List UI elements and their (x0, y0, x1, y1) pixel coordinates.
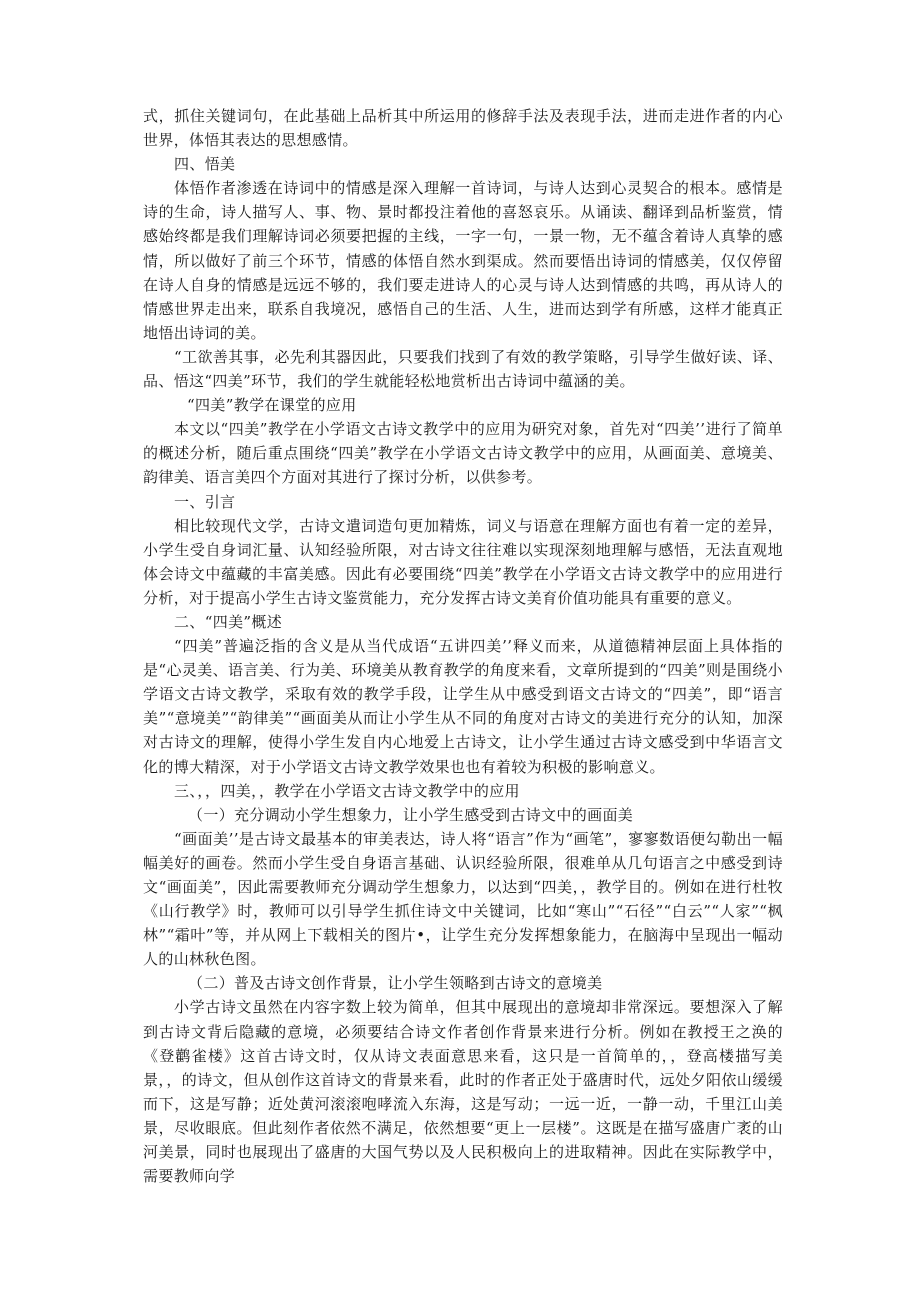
paragraph: 式，抓住关键词句，在此基础上品析其中所运用的修辞手法及表现手法，进而走进作者的内心世界，体悟其表达的思想感情。 (143, 107, 783, 150)
paragraph: 相比较现代文学，古诗文遣词造句更加精炼，词义与语意在理解方面也有着一定的差异，小学生受自身词汇量、认知经验所限，对古诗文往往难以实现深刻地理解与感悟，无法直观地体会诗文中蕴藏的丰富美感。因此有必要围绕“四美”教学在小学语文古诗文教学中的应用进行分析，对于提高小学生古诗文鉴赏能力，充分发挥古诗文美育价值功能具有重要的意义。 (143, 516, 783, 607)
section-heading: 三、，，四美，，教学在小学语文古诗文教学中的应用 (174, 781, 520, 800)
subsection-heading: （二）普及古诗文创作背景，让小学生领略到古诗文的意境美 (188, 974, 603, 993)
article-title: “四美”教学在课堂的应用 (187, 396, 357, 415)
section-heading: 四、悟美 (174, 155, 236, 174)
paragraph: “四美”普遍泛指的含义是从当代成语“五讲四美’’释义而来，从道德精神层面上具体指的是“心灵美、语言美、行为美、环境美从教育教学的角度来看，文章所提到的“四美”则是围绕小学语文古诗文教学，采取有效的教学手段，让学生从中感受到语文古诗文的“四美”，即“语言美”“意境美”“韵律美”“画面美从而让小学生从不同的角度对古诗文的美进行充分的认知，加深对古诗文的理解，使得小学生发自内心地爱上古诗文，让小学生通过古诗文感受到中华语言文化的博大精深，对于小学语文古诗文教学效果也也有着较为积极的影响意义。 (143, 637, 783, 776)
paragraph: 体悟作者渗透在诗词中的情感是深入理解一首诗词，与诗人达到心灵契合的根本。感情是诗的生命，诗人描写人、事、物、景时都投注着他的喜怒哀乐。从诵读、翻译到品析鉴赏，情感始终都是我们理解诗词必须要把握的主线，一字一句，一景一物，无不蕴含着诗人真挚的感情，所以做好了前三个环节，情感的体悟自然水到渠成。然而要悟出诗词的情感美，仅仅停留在诗人自身的情感是远远不够的，我们要走进诗人的心灵与诗人达到情感的共鸣，再从诗人的情感世界走出来，联系自我境况，感悟自己的生活、人生，进而达到学有所感，这样才能真正地悟出诗词的美。 (143, 179, 783, 342)
paragraph: “画面美’’是古诗文最基本的审美表达，诗人将“语言”作为“画笔”，寥寥数语便勾勒出一幅幅美好的画卷。然而小学生受自身语言基础、认识经验所限，很难单从几句语言之中感受到诗文“画面美”，因此需要教师充分调动学生想象力，以达到“四美，，教学目的。例如在进行杜牧《山行教学》时，教师可以引导学生抓住诗文中关键词，比如“寒山”“石径”“白云”“人家”“枫林”“霜叶”等，并从网上下载相关的图片•，让学生充分发挥想象能力，在脑海中呈现出一幅动人的山林秋色图。 (143, 829, 783, 969)
document-page (143, 104, 783, 1188)
section-heading: 二、“四美”概述 (174, 612, 283, 631)
paragraph: 小学古诗文虽然在内容字数上较为简单，但其中展现出的意境却非常深远。要想深入了解到古诗文背后隐藏的意境，必须要结合诗文作者创作背景来进行分析。例如在教授王之涣的《登鹳雀楼》这首古诗文时，仅从诗文表面意思来看，这只是一首简单的，，登高楼描写美景，，的诗文，但从创作这首诗文的背景来看，此时的作者正处于盛唐时代，远处夕阳依山缓缓而下，这是写静；近处黄河滚滚咆哮流入东海，这是写动；一远一近，一静一动，千里江山美景，尽收眼底。但此刻作者依然不满足，依然想要“更上一层楼”。这既是在描写盛唐广袤的山河美景，同时也展现出了盛唐的大国气势以及人民积极向上的进取精神。因此在实际教学中，需要教师向学 (143, 998, 783, 1186)
abstract-paragraph: 本文以“四美”教学在小学语文古诗文教学中的应用为研究对象，首先对“四美’’进行了简单的概述分析，随后重点围绕“四美”教学在小学语文古诗文教学中的应用，从画面美、意境美、韵律美、语言美四个方面对其进行了探讨分析，以供参考。 (143, 420, 783, 487)
subsection-heading: （一）充分调动小学生想象力，让小学生感受到古诗文中的画面美 (188, 805, 634, 824)
section-heading: 一、引言 (174, 492, 236, 511)
paragraph: “工欲善其事，必先利其器因此，只要我们找到了有效的教学策略，引导学生做好读、译、品、悟这“四美”环节，我们的学生就能轻松地赏析出古诗词中蕴涵的美。 (143, 347, 783, 391)
